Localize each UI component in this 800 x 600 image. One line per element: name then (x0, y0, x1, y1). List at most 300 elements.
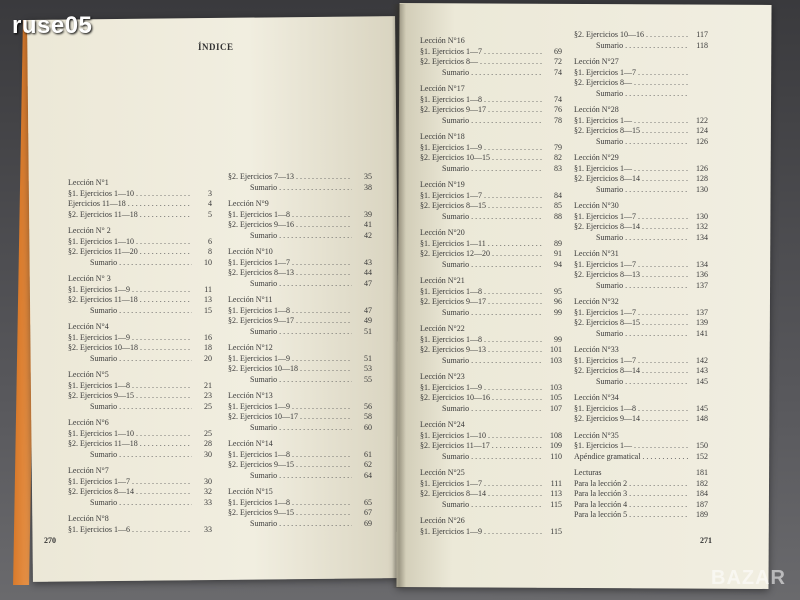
toc-entry (62, 333, 212, 344)
toc-entry-label: Sumario . . . (250, 423, 352, 434)
toc-entry-page (352, 199, 372, 210)
toc-summary-entry (414, 308, 562, 319)
toc-entry-label: §1. Ejercicios 1—8 . . . (420, 95, 542, 106)
toc-entry-page: 72 (554, 57, 562, 66)
toc-lesson-heading (414, 516, 562, 527)
toc-entry-label: §2. Ejercicios 8—15 . . . (574, 318, 688, 329)
toc-entry-label: §1. Ejercicios 1—10 . . . (420, 431, 542, 442)
toc-summary-entry (222, 279, 372, 290)
toc-entry-label: §2. Ejercicios 8—14 . . . (574, 366, 688, 377)
toc-entry-page: 38 (364, 182, 372, 192)
toc-entry-label: §1. Ejercicios 1—7 . . . (420, 479, 542, 490)
toc-entry-label: §1. Ejercicios 1—9 . . . (68, 285, 192, 296)
toc-entry (568, 68, 708, 79)
toc-lesson-heading (414, 276, 562, 287)
toc-entry-label: Sumario . . . (596, 233, 688, 244)
toc-entry-page: 96 (554, 297, 562, 306)
toc-entry-label: §1. Ejercicios 1—7 . . . (420, 47, 542, 58)
toc-entry (568, 174, 708, 185)
toc-entry (568, 126, 708, 137)
toc-entry-page: 51 (364, 353, 372, 363)
toc-entry-page: 107 (550, 403, 562, 413)
toc-entry-page: 55 (364, 374, 372, 384)
toc-entry-page: 42 (364, 230, 372, 240)
toc-entry-page: 182 (696, 478, 708, 488)
toc-entry-label: §2. Ejercicios 10—15 . . . (420, 153, 542, 164)
toc-entry-page: 35 (364, 172, 372, 181)
toc-entry-label: §1. Ejercicios 1—10 . . . (68, 429, 192, 440)
toc-entry-page (542, 468, 562, 479)
toc-entry-label: §1. Ejercicios 1— . . . (574, 441, 688, 452)
toc-entry-page: 28 (204, 439, 212, 448)
toc-summary-entry (62, 450, 212, 461)
toc-summary-entry (414, 500, 562, 511)
toc-entry-page: 189 (696, 510, 708, 519)
toc-entry-label: §2. Ejercicios 9—17 . . . (420, 297, 542, 308)
toc-entry-page: 16 (204, 332, 212, 342)
toc-entry-page: 126 (696, 163, 708, 173)
toc-summary-entry (62, 498, 212, 509)
toc-entry-label: §1. Ejercicios 1—10 . . . (68, 237, 192, 248)
toc-entry-label: §1. Ejercicios 1—7 . . . (574, 212, 688, 223)
toc-entry-label: Lección N°24 (420, 420, 465, 429)
toc-entry-page: 62 (364, 460, 372, 469)
toc-entry-label: Sumario . . . (250, 375, 352, 386)
toc-lesson-heading (62, 418, 212, 429)
toc-entry-label: Sumario . . . (90, 402, 192, 413)
toc-entry-label: Lección N°17 (420, 84, 465, 93)
toc-entry-page (352, 295, 372, 306)
toc-entry-label: §2. Ejercicios 9—17 . . . (420, 105, 542, 116)
toc-entry-label: Sumario . . . (250, 471, 352, 482)
toc-entry (62, 525, 212, 536)
toc-entry (414, 57, 562, 68)
toc-entry-page (688, 249, 708, 260)
toc-entry-label: §2. Ejercicios 8—15 . . . (420, 201, 542, 212)
toc-entry-label: Lección N°14 (228, 439, 273, 448)
toc-summary-entry (222, 471, 372, 482)
toc-entry-page (352, 439, 372, 450)
toc-entry-page: 115 (550, 499, 562, 509)
toc-entry-label: Sumario . . . (596, 377, 688, 388)
toc-entry-page: 56 (364, 401, 372, 411)
toc-entry-page: 142 (696, 355, 708, 365)
toc-entry-label: §2. Ejercicios 8—13 . . . (228, 268, 352, 279)
toc-entry-label: §2. Ejercicios 9—15 . . . (228, 508, 352, 519)
toc-entry-label: Sumario . . . (596, 137, 688, 148)
toc-entry-page (192, 322, 212, 333)
toc-entry-page: 134 (696, 232, 708, 242)
toc-entry-page (688, 105, 708, 116)
toc-entry-page: 118 (696, 40, 708, 50)
toc-lesson-heading (62, 322, 212, 333)
toc-lesson-heading (414, 372, 562, 383)
toc-entry-label: §1. Ejercicios 1—8 . . . (228, 450, 352, 461)
toc-entry-page: 150 (696, 441, 708, 450)
book-gutter (392, 4, 406, 588)
toc-entry-page: 47 (364, 305, 372, 315)
toc-entry-label: Para la lección 3 . . . (574, 489, 688, 500)
toc-lesson-heading (568, 201, 708, 212)
toc-entry (222, 172, 372, 183)
toc-entry (414, 345, 562, 356)
toc-entry-page: 88 (554, 211, 562, 221)
toc-entry (414, 249, 562, 260)
toc-lesson-heading (414, 324, 562, 335)
toc-summary-entry (62, 402, 212, 413)
toc-entry-label: §1. Ejercicios 1— . . . (574, 164, 688, 175)
toc-entry-label: §1. Ejercicios 1— . . . (574, 116, 688, 127)
toc-entry-label: Sumario . . . (442, 212, 542, 223)
toc-entry-label: Sumario . . . (90, 498, 192, 509)
toc-entry-page: 105 (550, 393, 562, 402)
toc-entry-label: §1. Ejercicios 1—9 . . . (420, 143, 542, 154)
toc-entry-page: 113 (550, 489, 562, 498)
toc-entry-label: Ejercicios 11—18 . . . (68, 199, 192, 210)
toc-lesson-heading (222, 439, 372, 450)
toc-entry-label: §1. Ejercicios 1—8 . . . (420, 287, 542, 298)
toc-entry-page: 15 (204, 305, 212, 315)
toc-lesson-heading (222, 295, 372, 306)
toc-entry-page: 67 (364, 508, 372, 517)
toc-entry-label: Lección N°31 (574, 249, 619, 258)
toc-lesson-heading (222, 343, 372, 354)
toc-entry-page: 132 (696, 222, 708, 231)
toc-lesson-heading (62, 466, 212, 477)
toc-entry-label: Sumario . . . (90, 450, 192, 461)
toc-entry-page (542, 180, 562, 191)
toc-entry-page (688, 201, 708, 212)
toc-entry-label: Lección N°32 (574, 297, 619, 306)
toc-entry-page: 103 (550, 382, 562, 392)
toc-summary-entry (414, 212, 562, 223)
toc-entry-label: §1. Ejercicios 1—11 . . . (420, 239, 542, 250)
toc-column-2 (222, 172, 372, 529)
toc-entry-label: Lección N°9 (228, 199, 269, 208)
toc-summary-entry (414, 164, 562, 175)
toc-summary-entry (414, 68, 562, 79)
toc-entry-page: 64 (364, 470, 372, 480)
toc-lesson-heading (568, 393, 708, 404)
toc-entry-page: 20 (204, 353, 212, 363)
toc-entry-label: Lección N°4 (68, 322, 109, 331)
toc-entry-page: 109 (550, 441, 562, 450)
toc-entry (62, 237, 212, 248)
toc-entry-page: 126 (696, 136, 708, 146)
toc-entry-label: §1. Ejercicios 1—9 . . . (420, 383, 542, 394)
left-page-number: 270 (44, 536, 56, 545)
toc-entry-label: Sumario . . . (442, 308, 542, 319)
toc-lesson-heading (414, 420, 562, 431)
toc-entry (222, 258, 372, 269)
toc-entry-page (542, 372, 562, 383)
toc-entry-label: Sumario . . . (442, 116, 542, 127)
toc-entry (62, 189, 212, 200)
toc-entry-page: 137 (696, 307, 708, 317)
toc-entry-label: Lección N°13 (228, 391, 273, 400)
toc-entry-label: §2. Ejercicios 8—13 . . . (574, 270, 688, 281)
toc-entry-page: 23 (204, 391, 212, 400)
toc-entry-page: 103 (550, 355, 562, 365)
toc-lesson-heading (568, 57, 708, 68)
toc-entry-page: 65 (364, 497, 372, 507)
toc-entry (62, 247, 212, 258)
toc-entry (222, 306, 372, 317)
toc-entry-label: §2. Ejercicios 7—13 . . . (228, 172, 352, 183)
toc-entry (568, 164, 708, 175)
toc-entry-page: 108 (550, 430, 562, 440)
toc-entry-label: Lección N°10 (228, 247, 273, 256)
right-page-number: 271 (700, 536, 712, 545)
toc-entry (568, 270, 708, 281)
toc-entry-page: 145 (696, 376, 708, 386)
toc-entry-label: Sumario . . . (90, 258, 192, 269)
toc-entry-label: §2. Ejercicios 8—14 . . . (68, 487, 192, 498)
toc-lesson-heading (222, 487, 372, 498)
toc-lesson-heading (62, 514, 212, 525)
toc-entry (62, 381, 212, 392)
toc-summary-entry (222, 183, 372, 194)
toc-entry (62, 439, 212, 450)
toc-entry (222, 460, 372, 471)
toc-entry (222, 220, 372, 231)
toc-entry-page (192, 274, 212, 285)
toc-entry-label: Lección N°8 (68, 514, 109, 523)
toc-summary-entry (62, 258, 212, 269)
toc-lesson-heading (414, 132, 562, 143)
toc-entry-label: Sumario . . . (596, 281, 688, 292)
toc-entry-page: 134 (696, 259, 708, 269)
toc-entry-page: 82 (554, 153, 562, 162)
toc-entry-page: 130 (696, 184, 708, 194)
toc-entry (62, 391, 212, 402)
toc-summary-entry (568, 281, 708, 292)
toc-lesson-heading (568, 431, 708, 442)
toc-column-1 (62, 172, 212, 535)
toc-summary-entry (414, 452, 562, 463)
toc-entry-label: §1. Ejercicios 1—10 . . . (68, 189, 192, 200)
toc-entry (414, 105, 562, 116)
toc-entry-label: §2. Ejercicios 10—18 . . . (228, 364, 352, 375)
toc-entry-label: Para la lección 4 . . . (574, 500, 688, 511)
toc-entry-page (192, 466, 212, 477)
toc-entry-page (688, 89, 708, 100)
toc-entry-label: §2. Ejercicios 8—14 . . . (420, 489, 542, 500)
toc-entry (414, 479, 562, 490)
toc-summary-entry (568, 377, 708, 388)
toc-entry-page (192, 226, 212, 237)
toc-entry-label: Lección N°1 (68, 178, 109, 187)
toc-column-4 (568, 30, 708, 521)
toc-entry (568, 500, 708, 511)
toc-entry (414, 489, 562, 500)
toc-entry-page: 124 (696, 126, 708, 135)
toc-entry-page (688, 57, 708, 68)
toc-entry-label: §2. Ejercicios 9—16 . . . (228, 220, 352, 231)
toc-entry-label: §2. Ejercicios 9—13 . . . (420, 345, 542, 356)
toc-entry-page (352, 343, 372, 354)
toc-summary-entry (568, 41, 708, 52)
toc-entry-page (542, 420, 562, 431)
toc-entry-page: 136 (696, 270, 708, 279)
toc-entry-label: §1. Ejercicios 1—7 . . . (574, 356, 688, 367)
toc-entry-label: §1. Ejercicios 1—7 . . . (68, 477, 192, 488)
toc-entry (414, 393, 562, 404)
toc-entry-label: Sumario . . . (596, 41, 688, 52)
toc-entry (62, 487, 212, 498)
toc-entry (568, 510, 708, 521)
toc-entry (414, 441, 562, 452)
toc-entry (568, 222, 708, 233)
toc-entry-page: 43 (364, 257, 372, 267)
toc-lesson-heading (62, 226, 212, 237)
toc-entry-label: §2. Ejercicios 9—15 . . . (228, 460, 352, 471)
toc-entry-label: Lección N°5 (68, 370, 109, 379)
toc-entry-label: Sumario . . . (442, 500, 542, 511)
toc-lesson-heading (62, 370, 212, 381)
toc-entry-label: Lección N°7 (68, 466, 109, 475)
toc-entry-label: Sumario . . . (596, 185, 688, 196)
toc-entry-page: 117 (696, 30, 708, 39)
toc-entry (414, 143, 562, 154)
toc-entry-label: §2. Ejercicios 11—17 . . . (420, 441, 542, 452)
toc-lesson-heading (62, 274, 212, 285)
toc-entry-page (352, 391, 372, 402)
toc-entry (62, 210, 212, 221)
toc-entry-label: §1. Ejercicios 1—7 . . . (228, 258, 352, 269)
toc-entry-page (542, 36, 562, 47)
toc-entry-label: Lección N°29 (574, 153, 619, 162)
toc-entry-page: 78 (554, 115, 562, 125)
toc-entry-page (542, 324, 562, 335)
toc-summary-entry (222, 423, 372, 434)
toc-entry-page (688, 345, 708, 356)
toc-entry-page: 110 (550, 451, 562, 461)
toc-entry (414, 335, 562, 346)
toc-entry (414, 95, 562, 106)
toc-summary-entry (414, 404, 562, 415)
toc-entry-label: §1. Ejercicios 1—7 . . . (574, 68, 688, 79)
toc-entry-page: 47 (364, 278, 372, 288)
toc-entry-label: Sumario . . . (250, 231, 352, 242)
toc-entry-page: 44 (364, 268, 372, 277)
toc-entry-page: 13 (204, 295, 212, 304)
toc-entry (414, 47, 562, 58)
toc-entry-label: Lección N°15 (228, 487, 273, 496)
toc-entry-page: 33 (204, 524, 212, 534)
toc-lesson-heading (568, 297, 708, 308)
toc-entry (414, 383, 562, 394)
toc-entry-page (688, 153, 708, 164)
toc-entry (568, 414, 708, 425)
toc-entry (414, 297, 562, 308)
toc-entry-page: 53 (364, 364, 372, 373)
toc-entry-page (192, 418, 212, 429)
toc-entry-label: Sumario . . . (90, 306, 192, 317)
toc-entry-label: §1. Ejercicios 1—8 . . . (420, 335, 542, 346)
toc-entry-page (542, 228, 562, 239)
toc-entry-label: Sumario . . . (442, 452, 542, 463)
toc-entry (62, 285, 212, 296)
toc-entry (568, 441, 708, 452)
toc-entry-page: 139 (696, 318, 708, 327)
toc-entry-label: Sumario . . . (250, 519, 352, 530)
toc-entry-label: §2. Ejercicios 10—18 . . . (68, 343, 192, 354)
toc-entry-label: §1. Ejercicios 1—8 . . . (228, 498, 352, 509)
toc-entry-page: 83 (554, 163, 562, 173)
toc-entry-page (688, 68, 708, 79)
toc-entry (62, 429, 212, 440)
toc-entry-label: Sumario . . . (442, 404, 542, 415)
toc-entry-page: 101 (550, 345, 562, 354)
toc-entry-page (352, 487, 372, 498)
toc-entry-page: 111 (550, 478, 562, 488)
seller-watermark: ruse05 (12, 12, 93, 39)
toc-entry (62, 477, 212, 488)
toc-lesson-heading (62, 178, 212, 189)
toc-entry (414, 239, 562, 250)
toc-lesson-heading (222, 247, 372, 258)
toc-entry (568, 479, 708, 490)
toc-entry-page: 11 (204, 284, 212, 294)
toc-lesson-heading (414, 84, 562, 95)
toc-entry-page (542, 516, 562, 527)
toc-entry (568, 30, 708, 41)
toc-entry-label: Lección N°26 (420, 516, 465, 525)
toc-entry-page: 79 (554, 142, 562, 152)
toc-summary-entry (222, 327, 372, 338)
toc-entry-page: 115 (550, 526, 562, 536)
toc-entry-page (192, 514, 212, 525)
toc-entry-label: Lección N° 2 (68, 226, 111, 235)
toc-entry-label: §1. Ejercicios 1—6 . . . (68, 525, 192, 536)
toc-entry-label: Sumario . . . (442, 164, 542, 175)
toc-summary-entry (62, 306, 212, 317)
toc-summary-entry (62, 354, 212, 365)
toc-entry-label: §2. Ejercicios 11—18 . . . (68, 210, 192, 221)
toc-entry-label: §2. Ejercicios 9—17 . . . (228, 316, 352, 327)
toc-entry-label: §1. Ejercicios 1—7 . . . (574, 260, 688, 271)
toc-summary-entry (414, 260, 562, 271)
toc-entry-label: Lección N°20 (420, 228, 465, 237)
toc-entry-label: Lección N°35 (574, 430, 619, 440)
toc-summary-entry (568, 185, 708, 196)
toc-summary-entry (414, 356, 562, 367)
toc-entry (568, 489, 708, 500)
toc-summary-entry (568, 329, 708, 340)
toc-lesson-heading (414, 180, 562, 191)
toc-entry-page: 141 (696, 328, 708, 338)
toc-entry (62, 343, 212, 354)
toc-entry (568, 318, 708, 329)
toc-entry-page: 21 (204, 380, 212, 390)
toc-entry-page: 4 (208, 199, 212, 208)
toc-entry-label: §2. Ejercicios 9—15 . . . (68, 391, 192, 402)
toc-entry-page (542, 276, 562, 287)
toc-entry-label: Lección N°22 (420, 324, 465, 333)
toc-entry-page: 18 (204, 343, 212, 352)
toc-entry-label: §2. Ejercicios 8—15 . . . (574, 126, 688, 137)
toc-entry-page (352, 247, 372, 258)
toc-entry-label: §1. Ejercicios 1—7 . . . (574, 308, 688, 319)
toc-entry-page: 49 (364, 316, 372, 325)
toc-entry-label: §2. Ejercicios 10—16 . . . (420, 393, 542, 404)
toc-entry-label: Sumario . . . (442, 68, 542, 79)
toc-entry-label: §1. Ejercicios 1—9 . . . (228, 354, 352, 365)
toc-entry-page: 128 (696, 174, 708, 183)
toc-entry-label: §1. Ejercicios 1—8 . . . (68, 381, 192, 392)
toc-entry-page: 8 (208, 247, 212, 256)
